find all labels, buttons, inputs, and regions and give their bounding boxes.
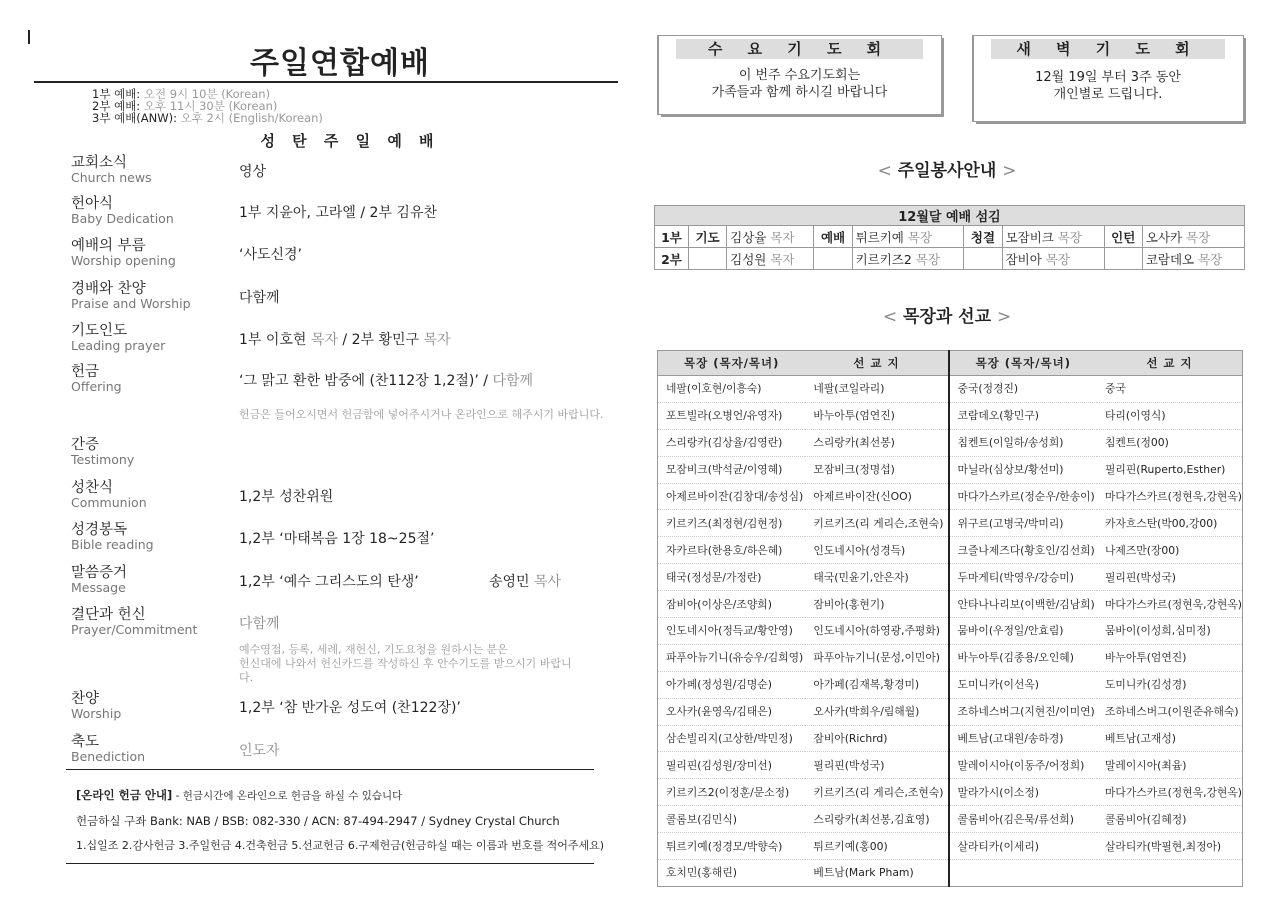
mission-cell: 침켄트(정00) [1097,429,1243,456]
order-item-benediction: 축도 Benediction 인도자 [71,734,280,764]
mission-cell: 네팔(코일라리) [805,376,948,403]
mission-cell: 침켄트(이일하/송성희) [949,429,1097,456]
mission-cell: 포트빌라(오병언/유영자) [658,402,806,429]
mission-cell: 크즐나제즈다(황호인/김선희) [949,537,1097,564]
mission-cell: 키르키즈(리 게리슨,조현숙) [805,510,948,537]
mission-cell: 위구르(고병국/박미리) [949,510,1097,537]
mission-header-cell: 목장 (목자/목녀) [658,351,806,376]
mission-row [658,591,1243,618]
mission-cell: 마다가스카르(정순우/한송이) [949,483,1097,510]
mission-cell: 콜롬비아(김은묵/류선희) [949,806,1097,833]
mission-cell: 잠비아(홍현기) [805,591,948,618]
mission-cell: 안타나나리보(이백한/김남희) [949,591,1097,618]
service-guide-heading: < 주일봉사안내 > [877,161,1017,181]
margin-marker [28,30,30,44]
mission-row [658,644,1243,671]
mission-cell: 베트남(고재성) [1097,725,1243,752]
mission-cell: 바누아투(엄연진) [805,402,948,429]
mission-cell: 인도네시아(성경득) [805,537,948,564]
mission-cell: 잠비아(이상은/조양희) [658,591,806,618]
mission-row [658,833,1243,860]
wednesday-line-1: 이 번주 수요기도회는 [738,68,861,83]
mission-cell: 아제르바이잔(신OO) [805,483,948,510]
mission-row [658,671,1243,698]
order-item-testimony: 간증 Testimony [71,437,135,467]
order-item-worship-opening: 예배의 부름 Worship opening ‘사도신경’ [71,238,302,268]
mission-header-cell: 선 교 지 [1097,351,1243,376]
mission-cell: 스리랑카(김상율/김영란) [658,429,806,456]
page-title: 주일연합예배 [250,46,430,81]
mission-cell [1097,860,1243,887]
mission-cell: 중국 [1097,376,1243,403]
service-time-3: 3부 예배(ANW): 오후 2시 (English/Korean) [92,111,323,125]
mission-row [658,429,1243,456]
bank-account: 헌금하실 구좌 Bank: NAB / BSB: 082-330 / ACN: 87-494-2947 / Sydney Crystal Church [76,814,560,828]
order-item-baby-dedication: 헌아식 Baby Dedication 1부 지윤아, 고라엘 / 2부 김유찬 [71,196,437,226]
mission-cell: 콜롬보(김민식) [658,806,806,833]
order-item-leading-prayer: 기도인도 Leading prayer 1부 이호현 목자 / 2부 황민구 목자 [71,323,451,353]
mission-cell: 필리핀(김성원/장미선) [658,752,806,779]
mission-cell: 인도네시아(정득교/황안영) [658,618,806,645]
mission-row [658,698,1243,725]
mission-cell: 조하네스버그(이원준유해숙) [1097,698,1243,725]
mission-row [658,860,1243,887]
mission-cell: 스리랑카(최선봉) [805,429,948,456]
mission-cell: 도미니카(김성경) [1097,671,1243,698]
mission-cell: 도미니카(이선옥) [949,671,1097,698]
dawn-prayer-box [972,35,1244,122]
order-item-offering: 헌금 Offering ‘그 맑고 환한 밤중에 (찬112장 1,2절)’ / 다함께 [71,364,534,394]
order-item-worship: 찬양 Worship 1,2부 ‘참 반가운 성도여 (찬122장)’ [71,691,461,721]
mission-cell: 아가페(김재복,황경미) [805,671,948,698]
mission-cell: 바누아투(김종용/오인혜) [949,644,1097,671]
service-time-1: 1부 예배: 오전 9시 10분 (Korean) [92,87,271,101]
mission-cell: 코람데오(황민구) [949,402,1097,429]
mission-cell: 베트남(고대원/송하경) [949,725,1097,752]
mission-cell: 두마게티(박영우/강승미) [949,564,1097,591]
mission-row [658,752,1243,779]
dawn-prayer-title: 새 벽 기 도 회 [991,39,1225,59]
mission-cell: 오사카(윤영옥/김태은) [658,698,806,725]
mission-cell: 태국(민윤기,안은자) [805,564,948,591]
mission-cell: 살라티카(박필현,최정아) [1097,833,1243,860]
mission-cell: 뭄바이(이성희,심미정) [1097,618,1243,645]
order-item-communion: 성찬식 Communion 1,2부 성찬위원 [71,480,334,510]
dawn-line-2: 개인별로 드립니다. [1053,87,1163,102]
serving-title: 12월달 예배 섬김 [655,206,1245,226]
mission-cell: 필리핀(Ruperto,Esther) [1097,456,1243,483]
mission-cell: 나제즈만(장00) [1097,537,1243,564]
mission-cell: 자카르타(한용호/하은혜) [658,537,806,564]
mission-row [658,376,1243,403]
mission-row [658,483,1243,510]
mission-cell [949,860,1097,887]
mission-cell: 삼손빌리지(고상한/박민정) [658,725,806,752]
mission-heading: < 목장과 선교 > [882,307,1012,327]
service-subtitle: 성 탄 주 일 예 배 [260,132,440,150]
wednesday-prayer-title: 수 요 기 도 회 [676,39,923,59]
mission-cell: 스리랑카(최선봉,김효영) [805,806,948,833]
mission-cell: 뭄바이(우정일/안효림) [949,618,1097,645]
dawn-line-1: 12월 19일 부터 3주 동안 [1035,70,1181,85]
wednesday-line-2: 가족들과 함께 하시길 바랍니다 [711,85,888,100]
mission-cell: 모잠비크(박석균/이영혜) [658,456,806,483]
mission-cell: 말라가시(이소정) [949,779,1097,806]
mission-cell: 키르키즈(최정현/김현정) [658,510,806,537]
mission-cell: 바누아투(엄연진) [1097,644,1243,671]
order-item-church-news: 교회소식 Church news 영상 [71,155,267,185]
serving-row: 2부 김성원 목자 키르키즈2 목장 잠비아 목장 코람데오 목장 [655,248,1245,270]
mission-cell: 조하네스버그(지현진/이미연) [949,698,1097,725]
online-offering-box [66,769,605,864]
mission-cell: 필리핀(박성국) [1097,564,1243,591]
serving-row: 1부 기도 김상율 목자 예배 튀르키예 목장 청결 모잠비크 목장 인턴 오사카 목장 [655,226,1245,248]
mission-cell: 마닐라(심상보/황선미) [949,456,1097,483]
serving-table [654,205,1245,270]
commitment-note: 예수영접, 등록, 세례, 재헌신, 기도요청을 원하시는 분은 헌신대에 나와서 헌신카드를 작성하신 후 안수기도를 받으시기 바랍니 다. [239,643,572,684]
mission-cell: 네팔(이호현/이흥숙) [658,376,806,403]
mission-cell: 오사카(박희우/림해월) [805,698,948,725]
online-offering-heading: [온라인 헌금 안내] - 헌금시간에 온라인으로 헌금을 하실 수 있습니다 [76,788,403,802]
mission-cell: 말레이시아(이동주/어정희) [949,752,1097,779]
wednesday-prayer-box [657,35,942,115]
order-item-commitment: 결단과 헌신 Prayer/Commitment 다함께 [71,607,280,637]
title-divider [34,81,618,83]
offering-note: 헌금은 들어오시면서 헌금함에 넣어주시거나 온라인으로 해주시기 바랍니다. [239,408,604,421]
mission-cell: 베트남(Mark Pham) [805,860,948,887]
mission-cell: 살라티카(이세리) [949,833,1097,860]
service-times [92,88,323,124]
mission-row [658,779,1243,806]
order-item-bible-reading: 성경봉독 Bible reading 1,2부 ‘마태복음 1장 18~25절’ [71,522,435,552]
mission-cell: 튀르키예(홍00) [805,833,948,860]
mission-cell: 키르키즈(리 게리슨,조현숙) [805,779,948,806]
mission-row [658,725,1243,752]
mission-table [657,350,1243,887]
mission-cell: 잠비아(Richrd) [805,725,948,752]
mission-row [658,564,1243,591]
mission-row [658,806,1243,833]
mission-cell: 카자흐스탄(박00,강00) [1097,510,1243,537]
mission-row [658,456,1243,483]
mission-cell: 태국(정성문/가정란) [658,564,806,591]
service-time-2: 2부 예배: 오후 11시 30분 (Korean) [92,99,278,113]
mission-header-cell: 목장 (목자/목녀) [949,351,1097,376]
mission-cell: 마다가스카르(정현욱,강현옥) [1097,591,1243,618]
mission-row [658,537,1243,564]
mission-cell: 마다가스카르(정현욱,강현옥) [1097,483,1243,510]
mission-cell: 튀르키예(정경모/박향숙) [658,833,806,860]
order-item-praise: 경배와 찬양 Praise and Worship 다함께 [71,281,280,311]
mission-cell: 파푸아뉴기니(유승우/김희영) [658,644,806,671]
mission-cell: 콜롬비아(김혜정) [1097,806,1243,833]
mission-row [658,402,1243,429]
mission-cell: 말레이시아(최윰) [1097,752,1243,779]
mission-cell: 모잠비크(정명섭) [805,456,948,483]
mission-cell: 필리핀(박성국) [805,752,948,779]
order-item-message: 말씀증거 Message 1,2부 ‘예수 그리스도의 탄생’ 송영민 목사 [71,565,562,595]
mission-header-cell: 선 교 지 [805,351,948,376]
mission-row [658,618,1243,645]
mission-cell: 인도네시아(하영광,주평화) [805,618,948,645]
mission-cell: 파푸아뉴기니(문성,이민아) [805,644,948,671]
offering-types: 1.십일조 2.감사헌금 3.주일헌금 4.건축헌금 5.선교헌금 6.구제헌금(헌금하실 때는 이름과 번호를 적어주세요) [76,839,605,852]
mission-cell: 호치민(홍해린) [658,860,806,887]
mission-cell: 아가페(정성원/김명순) [658,671,806,698]
mission-cell: 마다가스카르(정현욱,강현옥) [1097,779,1243,806]
mission-row [658,510,1243,537]
mission-cell: 중국(정경진) [949,376,1097,403]
mission-cell: 타리(이영식) [1097,402,1243,429]
mission-cell: 아제르바이잔(김창대/송성심) [658,483,806,510]
mission-cell: 키르키즈2(이정훈/문소정) [658,779,806,806]
